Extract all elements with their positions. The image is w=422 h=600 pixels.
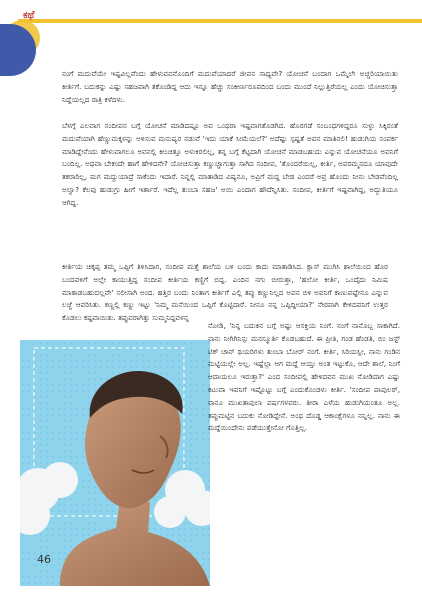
section-title: ಕಥೆ	[23, 10, 35, 21]
story-right-column: ನೋಡಿ, 'ನಿನ್ನ ಬದುಕಿನ ಬಗ್ಗೆ ಅಷ್ಟು ಆಸಕ್ತಿಯ ನಿಂಗೆ. ನಂಗೆ ನಾನೊಬ್ಬ ಸಾಕಾಗಿದೆ. ನಾನು ನೀಗಿಗಿನಿಸ್ಸು ಮನಸ್ಮೂರ್ತಿ ಕೊಡಬಹುದೆ. ಈ ಪ್ರೀತಿ, ಗಂಡ ಹೆಂಡತಿ, ಬಿಂ ಜಸ್ಟ್ ಟಿಕ್ ಚಾನ್ ಥಿಯರಿಗಳು ತುಂಬಾ ಬೋರ್ ನಂಗೆ. ಕೀರ್ತಿ, ಸಿರಿಯಸ್ಲೀ, ನಾನು ಗಂಡಿನ ಮಟ್ಟಿಯಲ್ಲೇ ಅಲ್ಲ. ಇಷ್ಟೆಲ್ಲಾ ಆಗ ಮದ್ದೆ ಆಯ್ತು ಅಂತ ಇಟ್ಟುಕೊ, ಆದೇ ಶಾಲೆ, ನಿಂಗೆ ಆದಾಯಲೂ ಇರುತ್ತಾ?' ಎಂದ ಸಂದೀಪಲ್ಲಿ ಹೇಳಿದವನ ಮುಖ ನೋಡಿದಾಗ ಎಷ್ಟು ಕಟುವಾ ಇವನಿಗೆ ಇಷ್ಟೊಟ್ಟು ಬಗ್ಗೆ ಎಂದುಕೊಂಡಳು ಕೀರ್ತಿ. 'ಸಂದೀಪ ಪಾಪುಲರ್, ನಾನೂ ಮುಖತಾಪುಲಾ ವರ್ಷಗಳವರು. ತೀರಾ ಎಳೆಯ ಹುಡುಗಿಯಂತೂ ಅಲ್ಲ. ತಪ್ಪುಮಟ್ಟಿನ ಬದುಕು ನೋಡಿದ್ದೇನೆ. ಅಂಥ ದೊಡ್ಡ ಆಕಾಂಕ್ಷೆಗಳೂ ನನ್ನಿಲ್ಲ. ನಾನು ಈ ಮದ್ದೆಯಿಂದೇನು ಪಡೆಯುತ್ತೇನೋ ಗೊತ್ತಿಲ್ಲ.	[208, 321, 400, 433]
story-paragraph-1: ನಂಗೆ ಮದುವೆಯೇ ಇಷ್ಟವಿಲ್ಲವೆಂದು ಹೇಳುವವನೊಂದಿಗೆ ಮದುವೆಯಾದರೆ ಜೀವನ ಸಾಧ್ಯವೇ? ಯೋಚನೆ ಬಂದಾಗ ಒಮ್ಮೆಲೇ ಅಚ್ಚರಿಯಾಯಿತು ಕೀರ್ತಿಗೆ. ಬದುಕನ್ನು ಎಷ್ಟು ಸಹಜವಾಗಿ ತಕೊಂಡಿದ್ದ ಆದು ಇನ್ನೂ ಹೆಚ್ಚು ಸಂಕೀರ್ಣರೂಪದಿಂದ ಬಂದು ಮುಂದೆ ನಿಲ್ಲುತ್ತಿರೆಯಲ್ಲ ಎಂದು ಯೋಚಿಸುತ್ತಾ ನಿದ್ದೆಯಲ್ಲದ ರಾತ್ರಿ ಕಳೆದಳು.	[62, 69, 398, 104]
story-paragraph-3: ಕೀರ್ತಿಯ ಚಿಕ್ಕಪ್ಪ ತಮ್ಮ ಒಪ್ಪಿಗೆ ತಿಳಿಸಿದಾಗ, ಸಂದೀಪ ಮತ್ತೆ ಶಾಲೆಯ ಬಳಿ ಬಂದು ಕಾದು ಮಾತಾಡಿಸಿದ. ಕ್ಲಾಸ್ ಮುಗಿಸಿ ಶಾಲೆಯಿಂದ ಹೊರ ಬಂದವಳಿಗೆ ಅಲ್ಲೇ ಕಾಯುತ್ತಿದ್ದ ಸಂದೀಪ ಕೀರ್ತಿಯ ಕಣ್ಣಿಗೆ ಬಿದ್ದ. ಎಂದಿನ ನಗು ಬೀರುತ್ತಾ, 'ಹಲೋ ಕೀರ್ತಿ, ಒಂದೈದು ನಿಮಿಷ ಮಾತಾಡಬಹುದಲ್ಲವೇ' ಸಲೀಸಾಗಿ ಅಂದ. ಹತ್ತಿರ ಬಂದು ನಿಂತಾಗ ಕೀರ್ತಿಗೆ ಎಲ್ಲಿ ತಪ್ಪು ಕಣ್ಣುನಿಲ್ಲದ ಅವನ ಬಿಳಿ ಅವನಿಗೆ ಕಾಣುವಷ್ಟೇನೂ ಎನ್ನುವ ಲಜ್ಜೆ ಆವರಿಸಿತು. ಕಣ್ಣಲ್ಲಿ ಕಣ್ಣು ಇಟ್ಟು 'ನಿಮ್ಮ ಮನೆಯಿಂದ ಒಪ್ಪಿಗೆ ಕೊಟ್ಟಿದಾರೆ. ನೀನೂ ನನ್ನ ಒಪ್ಪಿದ್ದೀಯಾ?' ನೇರವಾಗಿ ಕೇಳಿದವನಿಗೆ ಉತ್ತರ ಕೊಡಲು ಕಷ್ಟವಾಯಿತು. ತಪ್ಪುವರಾಗಿತ್ತು ಸುಮ್ಮನಿದ್ದವಳನ್ನ	[62, 262, 388, 323]
page-header	[0, 6, 422, 19]
page-number: 46	[37, 553, 51, 566]
story-paragraph-2: ಬೆಳಗ್ಗೆ ಎಲವಾಗ ಸಂದೀಪನ ಬಗ್ಗೆ ಯೋಚನೆ ಮಾಡಿದಷ್ಟೂ ಅವ ಒಂಥರಾ ಇಷ್ಟವಾಗತೊಡಗಿದ. ಹೊರಗಡೆ ಸಂಬಂಧಗಳಿದ್ದರೂ ಸುಳ್ಳು ಸಿಕ್ಕಿರಂತೆ ಮದುವೆಯಾಗಿ ಹೆಣ್ಣುಮಕ್ಕಳನ್ನು ಅಳಿಸುವ ಮನುಷ್ಯರ ನಡುವೆ 'ಇದು ಯಾಕೆ ಸೀಮೆಯಲೆ?' ಅದೆಷ್ಟು ಸ್ಪಷ್ಟತೆ ಅವನ ಮಾತಿನಲಿ! ಹುಡುಗಿಯ ಸಂಪರ್ಕ ಮಾಡಿದ್ದೇನೆಂದು ಹೇಳುವಾಗಲೂ ಅವನಲ್ಲಿ ಕೀಂಚಿತ್ತೂ ಅಳುಕಿರಲಿಲ್ಲ, ತನ್ನ ಬಗ್ಗೆ ಕೆಟ್ಟದಾಗಿ ಯೋಚನೆ ಮಾಡಬಹುದು ಎನ್ನುವ ಯೋಚನೆಯೂ ಅವನಿಗೆ ಬಂದಿಲ್ಲ. ಅಥವಾ ಬೇಕಂದೇ ಹಾಗೆ ಹೇಳಿದನೇ? ಯೋಚಿಸುತ್ತಾ ಕಣ್ಣುಚ್ಚಾಗುತ್ತಾ ಸಾಗಿದ ಸಂದೀಪ, 'ತೊಂದರೆಯಿಲ್ಲ, ಕೀರ್ತಿ, ಅವರಮ್ಮನದೂ ಯಾವುದೇ ತಕರಾರಿಲ್ಲ, ಮಗ ಮದ್ದುಯಾದ್ರೆ ಸಾಕೆಂದು ಇದಾರೆ. ನಿನ್ನಲ್ಲಿ ಮಾತಾಡಿದ ವಿಷ್ಯನೂ, ಅವ್ರಿಗೆ ಮದ್ದ ಬೇಡ ಎಂದರೆ ಅವ್ರ ಹೊಂದು ನೀನು ಬೇಡವೆಂದಿಲ್ಲ ಅಲ್ವಾ? ಕೆಲವು ಹುಡುಗ್ರು ಹೀಗೆ ಇರ್ತಾರೆ. ಇದೆಲ್ಲ ತುಂಬಾ ಸಹಜ' ಅಯಿ ಎಂದಾಗ ಹೌದೆನ್ನಿಸಿತು. ಸಂದೀಪ, ಕೀರ್ತಿಗೆ ಇಷ್ಟವಾಗಿದ್ದ, ಅದ್ಭುತಿಯೂ ಆಗಿದ್ದ.	[62, 121, 398, 207]
header-rule	[18, 19, 422, 23]
illustration-panel	[20, 340, 210, 586]
